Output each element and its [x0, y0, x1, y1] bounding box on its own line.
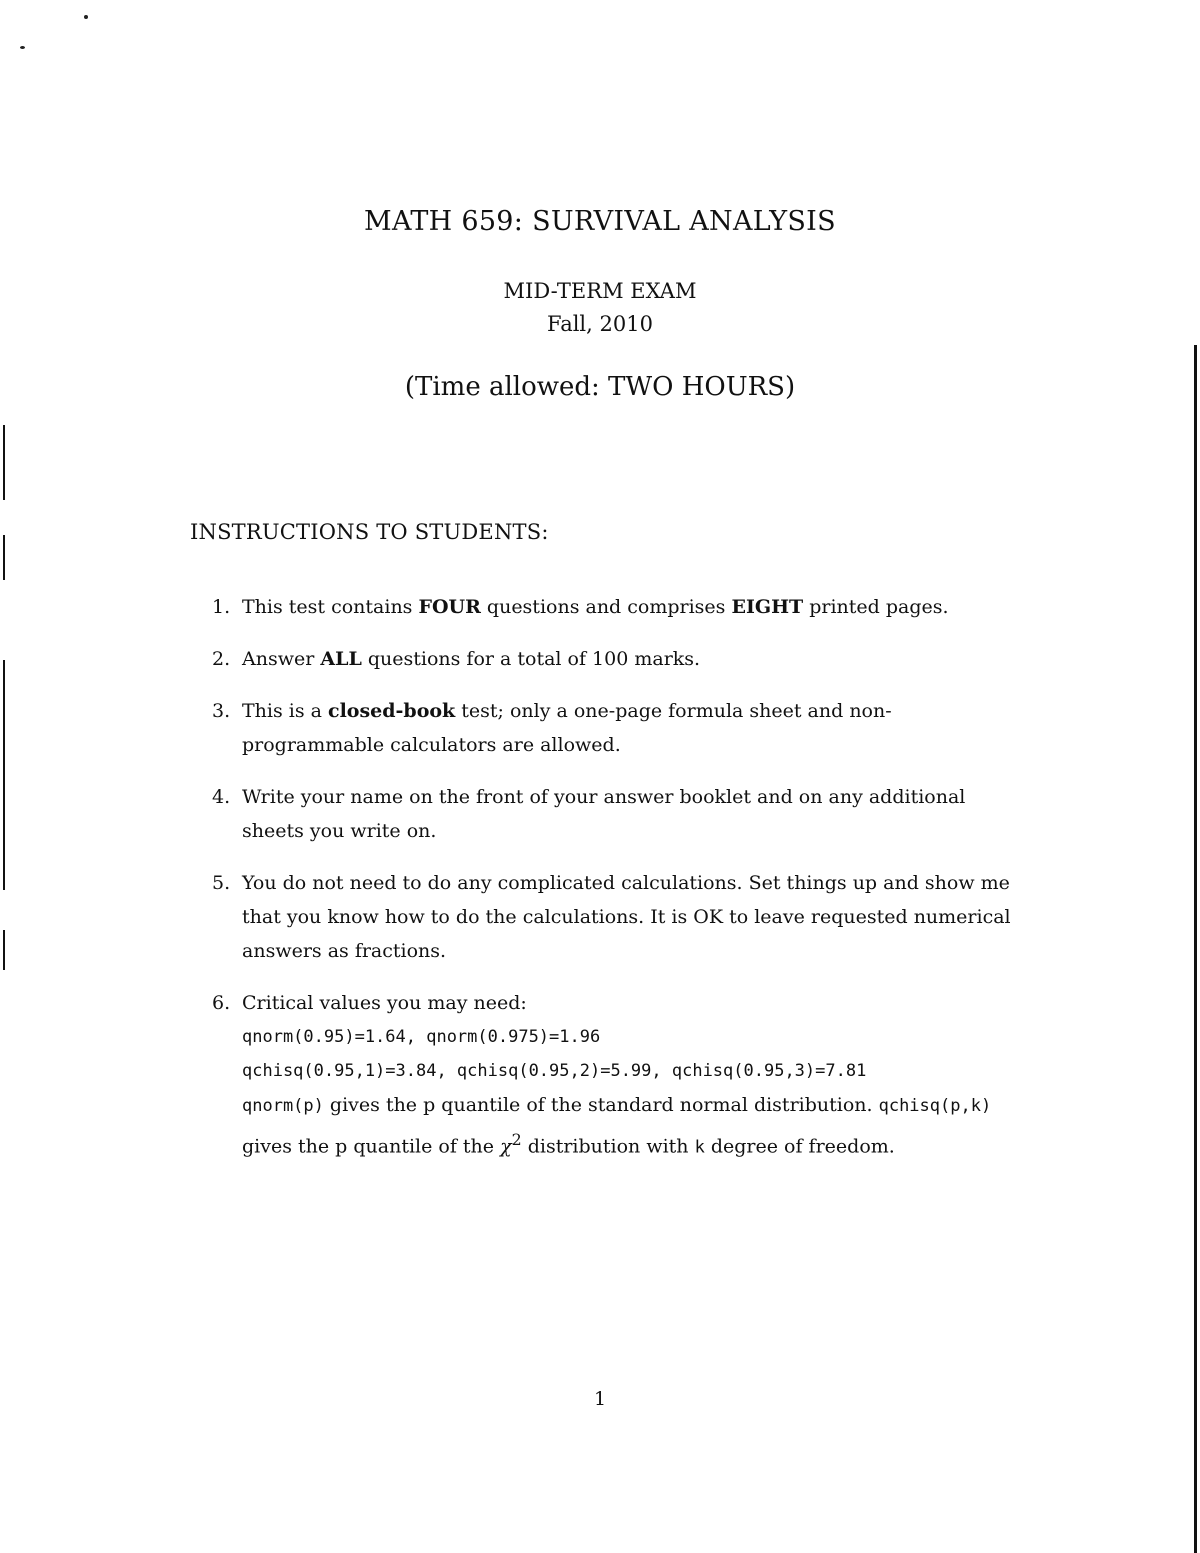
instruction-item [212, 694, 1012, 762]
scan-speck [84, 15, 88, 19]
scan-edge-mark [3, 930, 5, 970]
scan-edge-mark [1194, 345, 1197, 1553]
scan-edge-mark [3, 535, 5, 580]
function-notes: qnorm(p) gives the p quantile of the standard normal distribution. qchisq(p,k) [242, 1094, 992, 1116]
item-text: You do not need to do any complicated calculations. Set things up and show me that you know how to do the calculations. It is OK to leave requested numerical answers as fractions. [242, 872, 1011, 962]
instruction-item [212, 866, 1012, 968]
course-title: MATH 659: SURVIVAL ANALYSIS [364, 206, 836, 237]
item-number: 1. [212, 596, 231, 618]
exam-type: MID-TERM EXAM [503, 279, 697, 303]
scan-edge-mark [3, 425, 5, 500]
instruction-item [212, 590, 1012, 624]
item-text: Answer ALL questions for a total of 100 marks. [242, 648, 701, 670]
time-allowed: (Time allowed: TWO HOURS) [404, 372, 796, 402]
exam-term: Fall, 2010 [547, 312, 653, 336]
item-text: This is a closed-book test; only a one-page formula sheet and non-programmable calculators are allowed. [242, 700, 892, 756]
page-number: 1 [593, 1388, 607, 1410]
item-text: This test contains FOUR questions and comprises EIGHT printed pages. [242, 596, 949, 618]
item-text: Write your name on the front of your answer booklet and on any additional sheets you write on. [242, 786, 966, 842]
chi-square-note: gives the p quantile of the $\chi^2$ distribution with k degree of freedom. [242, 1130, 895, 1158]
item-number: 2. [212, 648, 231, 670]
item-text [242, 986, 1012, 1164]
instruction-item [212, 642, 1012, 676]
instruction-item [212, 780, 1012, 848]
instructions-heading: INSTRUCTIONS TO STUDENTS: [190, 520, 549, 544]
scan-speck [20, 46, 25, 49]
critical-values-intro: Critical values you may need: [242, 992, 527, 1014]
instructions-list [212, 590, 1012, 1182]
scan-edge-mark [3, 660, 5, 890]
qchisq-values: qchisq(0.95,1)=3.84, qchisq(0.95,2)=5.99, qchisq(0.95,3)=7.81 [242, 1061, 867, 1081]
item-number: 3. [212, 700, 231, 722]
qnorm-values: qnorm(0.95)=1.64, qnorm(0.975)=1.96 [242, 1027, 601, 1047]
item-number: 5. [212, 872, 231, 894]
item-number: 4. [212, 786, 231, 808]
instruction-item [212, 986, 1012, 1164]
item-number: 6. [212, 992, 231, 1014]
